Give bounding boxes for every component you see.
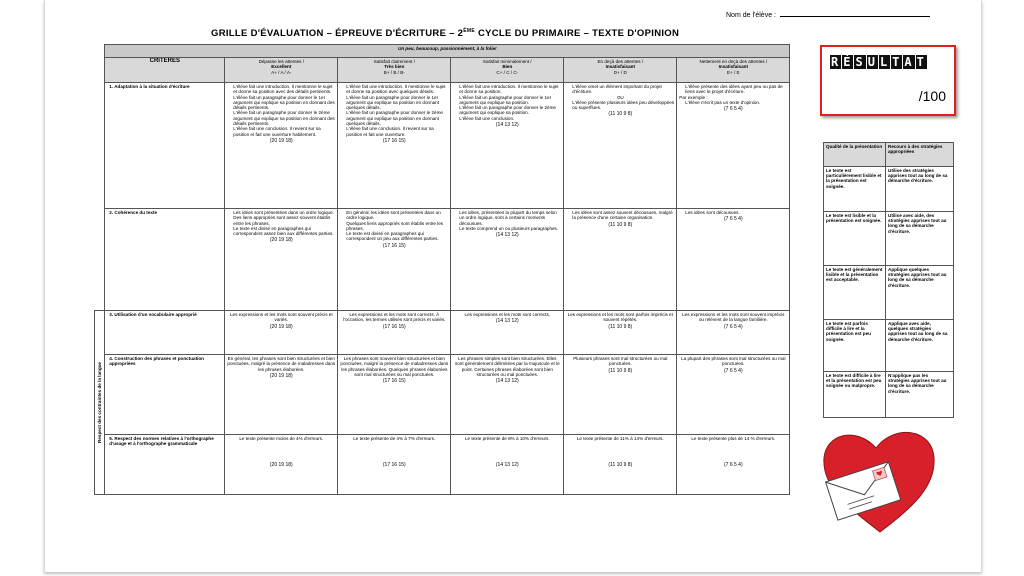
grid-row-1 [95, 83, 790, 209]
grid-row-5 [95, 435, 790, 495]
rubric-cell: Les expressions et les mots sont corrects. (14 13 12) [451, 311, 564, 355]
student-name-field[interactable] [726, 9, 930, 19]
rubric-cell: • Les idées, présentées la plupart du temps selon un ordre logique, sont à certains moments décousues. • Le texte comprend un ou plusieurs paragraphes. (14 13 12) [451, 209, 564, 311]
score-options: (7 6 5 4) [723, 106, 743, 113]
score-options: (20 19 18) [269, 462, 293, 469]
result-box [820, 45, 956, 116]
level-header: En deçà des attentes / Insatisfaisant D+ / D [564, 58, 677, 83]
rubric-cell: Les phrases simples sont bien structurées. Elles sont généralement délimitées par la majuscule et le point. Certaines phrases élaborées sont bien structurées ou mal ponctuées. (14 13 12) [451, 355, 564, 435]
rubric-cell: Le texte présente plus de 14 % d'erreurs. (7 6 5 4) [677, 435, 790, 495]
score-options: (7 6 5 4) [723, 323, 743, 330]
grid-row-4 [95, 355, 790, 435]
rubric-cell: • L'élève fait une introduction. Il mentionne le sujet et donne sa position avec quelques détails. • L'élève fait un paragraphe pour donner le 1er argument qui explique sa position en donnant quelques détails. • L'élève fait un paragraphe pour donner le 2ème argument qui explique sa position en donnant quelques détails. • L'élève fait une conclusion. Il revient sur sa position et fait une ouverture. (17 16 15) [338, 83, 451, 209]
score-options: (20 19 18) [269, 372, 293, 379]
quality-row: Le texte est difficile à lire et la présentation est peu soignée ou malpropre. N'applique pas les stratégies apprises tout au long de sa démarche d'écriture. [824, 372, 954, 418]
quality-row: Le texte est généralement lisible et la présentation est acceptable. Applique quelques stratégies apprises tout au long de sa démarche d'écriture. [824, 266, 954, 320]
score-options: (7 6 5 4) [723, 367, 743, 374]
rubric-cell: Les expressions et les mots sont corrects. À l'occasion, les termes utilisés sont précis et variés. (17 16 15) [338, 311, 451, 355]
score-options: (17 16 15) [382, 323, 406, 330]
quality-row: Le texte est particulièrement lisible et la présentation est soignée. Utilise des stratégies apprises tout au long de sa démarche d'écriture. [824, 167, 954, 212]
score-options: (11 10 9 8) [608, 221, 633, 228]
quality-header: Qualité de la présentation [824, 143, 886, 167]
score-options: (14 13 12) [495, 122, 519, 129]
rubric-cell: • Les idées sont décousues. (7 6 5 4) [677, 209, 790, 311]
score-options: (17 16 15) [382, 137, 406, 144]
rubric-cell: • L'élève présente des idées ayant peu ou pas de liens avec le projet d'écriture. Par exemple : • L'élève n'écrit pas un texte d'opinion. (7 6 5 4) [677, 83, 790, 209]
rubric-cell: La plupart des phrases sont mal structurées ou mal ponctuées. (7 6 5 4) [677, 355, 790, 435]
score-options: (14 13 12) [495, 462, 519, 469]
score-options: (11 10 9 8) [608, 111, 633, 118]
result-score: /100 [918, 88, 946, 104]
result-title: R É S U L T A T [831, 55, 926, 69]
score-options: (14 13 12) [495, 232, 519, 239]
level-header: Nettement en deçà des attentes / Insatisfaisant E+ / E [677, 58, 790, 83]
score-options: (7 6 5 4) [723, 216, 743, 223]
quality-header-row [824, 143, 954, 167]
level-header: Satisfait minimalement / Bien C+ / C / C- [451, 58, 564, 83]
student-name-line [780, 9, 930, 17]
grid-row-3 [95, 311, 790, 355]
criterion-label: 3. Utilisation d'un vocabulaire approprié [105, 311, 225, 355]
criterion-label: 4. Construction des phrases et ponctuation appropriées [105, 355, 225, 435]
rubric-cell: • L'élève omet un élément important du projet d'écriture. OU • L'élève présente plusieurs idées peu développées ou superflues. (11 10 9 8) [564, 83, 677, 209]
criterion-label: 1. Adaptation à la situation d'écriture [105, 83, 225, 209]
rubric-cell: Le texte présente de 8% à 10% d'erreurs. (14 13 12) [451, 435, 564, 495]
grid-subtitle-row [95, 45, 790, 58]
rubric-cell: Le texte présente de 11% à 14% d'erreurs. (11 10 9 8) [564, 435, 677, 495]
level-header: Dépasse les attentes / Excellent A+ / A / A- [225, 58, 338, 83]
evaluation-grid [94, 44, 790, 495]
score-options: (20 19 18) [269, 237, 293, 244]
score-options: (17 16 15) [382, 462, 406, 469]
document-title: GRILLE D'ÉVALUATION – ÉPREUVE D'ÉCRITURE – 2ÈME CYCLE DU PRIMAIRE – TEXTE D'OPINION [211, 28, 680, 40]
student-name-label: Nom de l'élève : [726, 12, 776, 19]
rubric-cell: • Les idées sont présentées dans un ordre logique. • Des liens appropriés sont assez souvent établis entre les phrases. • Le texte est divisé en paragraphes qui correspondent assez bien aux différentes parties. (20 19 18) [225, 209, 338, 311]
rubric-cell: En général, les phrases sont bien structurées et bien ponctuées, malgré la présence de maladresses dans les phrases élaborées. (20 19 18) [225, 355, 338, 435]
quality-row: Le texte est parfois difficile à lire et la présentation est peu soignée. Applique avec aide, quelques stratégies apprises tout au long de sa démarche d'écriture. [824, 320, 954, 372]
criteria-header: CRITÈRES [105, 58, 225, 83]
score-options: (7 6 5 4) [723, 462, 743, 469]
rubric-cell: Les phrases sont souvent bien structurées et bien ponctuées, malgré la présence de maladresses dans les phrases élaborées. Quelques phrases élaborées sont mal structurées ou mal ponctuées. (17 16 15) [338, 355, 451, 435]
grid-subtitle: Un peu, beaucoup, passionnément, à la folie! [105, 45, 790, 58]
rubric-cell: • En général, les idées sont présentées dans un ordre logique. • Quelques liens appropriés sont établis entre les phrases. • Le texte est divisé en paragraphes qui correspondent un peu aux différentes parties. (17 16 15) [338, 209, 451, 311]
rubric-cell: Les expressions et les mots sont souvent imprécis ou relèvent de la langue familière. (7 6 5 4) [677, 311, 790, 355]
grid-header-row [95, 58, 790, 83]
score-options: (11 10 9 8) [608, 462, 633, 469]
level-header: Satisfait clairement / Très bien B+ / B / B- [338, 58, 451, 83]
score-options: (11 10 9 8) [608, 323, 633, 330]
criterion-label: 2. Cohérence du texte [105, 209, 225, 311]
criterion-label: 5. Respect des normes relatives à l'orthographe d'usage et à l'orthographe grammaticale [105, 435, 225, 495]
rubric-cell: • L'élève fait une introduction. Il mentionne le sujet et donne sa position. • L'élève fait un paragraphe pour donner le 1er argument qui explique sa position. • L'élève fait un paragraphe pour donner le 2ème argument qui explique sa position. • L'élève fait une conclusion. (14 13 12) [451, 83, 564, 209]
presentation-strategies-table [823, 142, 954, 418]
rubric-cell: Le texte présente de 4% à 7% d'erreurs. (17 16 15) [338, 435, 451, 495]
rubric-cell: Les expressions et les mots sont souvent précis et variés. (20 19 18) [225, 311, 338, 355]
heart-envelope-icon [816, 420, 944, 540]
strategies-header: Recours à des stratégies appropriées [886, 143, 954, 167]
quality-row: Le texte est lisible et la présentation est soignée. Utilise avec aide, des stratégies apprises tout au long de sa démarche d'écriture. [824, 212, 954, 266]
rubric-cell: • L'élève fait une introduction. Il mentionne le sujet et donne sa position avec des détails pertinents. • L'élève fait un paragraphe pour donner le 1er argument qui explique sa position en donnant des détails pertinents. • L'élève fait un paragraphe pour donner le 2ème argument qui explique sa position en donnant des détails pertinents. • L'élève fait une conclusion. Il revient sur sa position et fait une ouverture habilement. (20 19 18) [225, 83, 338, 209]
rubric-cell: Plusieurs phrases sont mal structurées ou mal ponctuées. (11 10 9 8) [564, 355, 677, 435]
rubric-cell: Le texte présente moins de 4% d'erreurs. (20 19 18) [225, 435, 338, 495]
score-options: (17 16 15) [382, 242, 406, 249]
score-options: (20 19 18) [269, 137, 293, 144]
score-options: (20 19 18) [269, 323, 293, 330]
score-options: (14 13 12) [495, 318, 519, 325]
language-constraints-label: Respect des contraintes de la langue [95, 311, 105, 495]
rubric-cell: Les expressions et les mots sont parfois imprécis et souvent répétés. (11 10 9 8) [564, 311, 677, 355]
score-options: (17 16 15) [382, 378, 406, 385]
grid-row-2 [95, 209, 790, 311]
score-options: (14 13 12) [495, 378, 519, 385]
rubric-cell: • Les idées sont assez souvent décousues, malgré la présence d'une certaine organisation. (11 10 9 8) [564, 209, 677, 311]
score-options: (11 10 9 8) [608, 367, 633, 374]
